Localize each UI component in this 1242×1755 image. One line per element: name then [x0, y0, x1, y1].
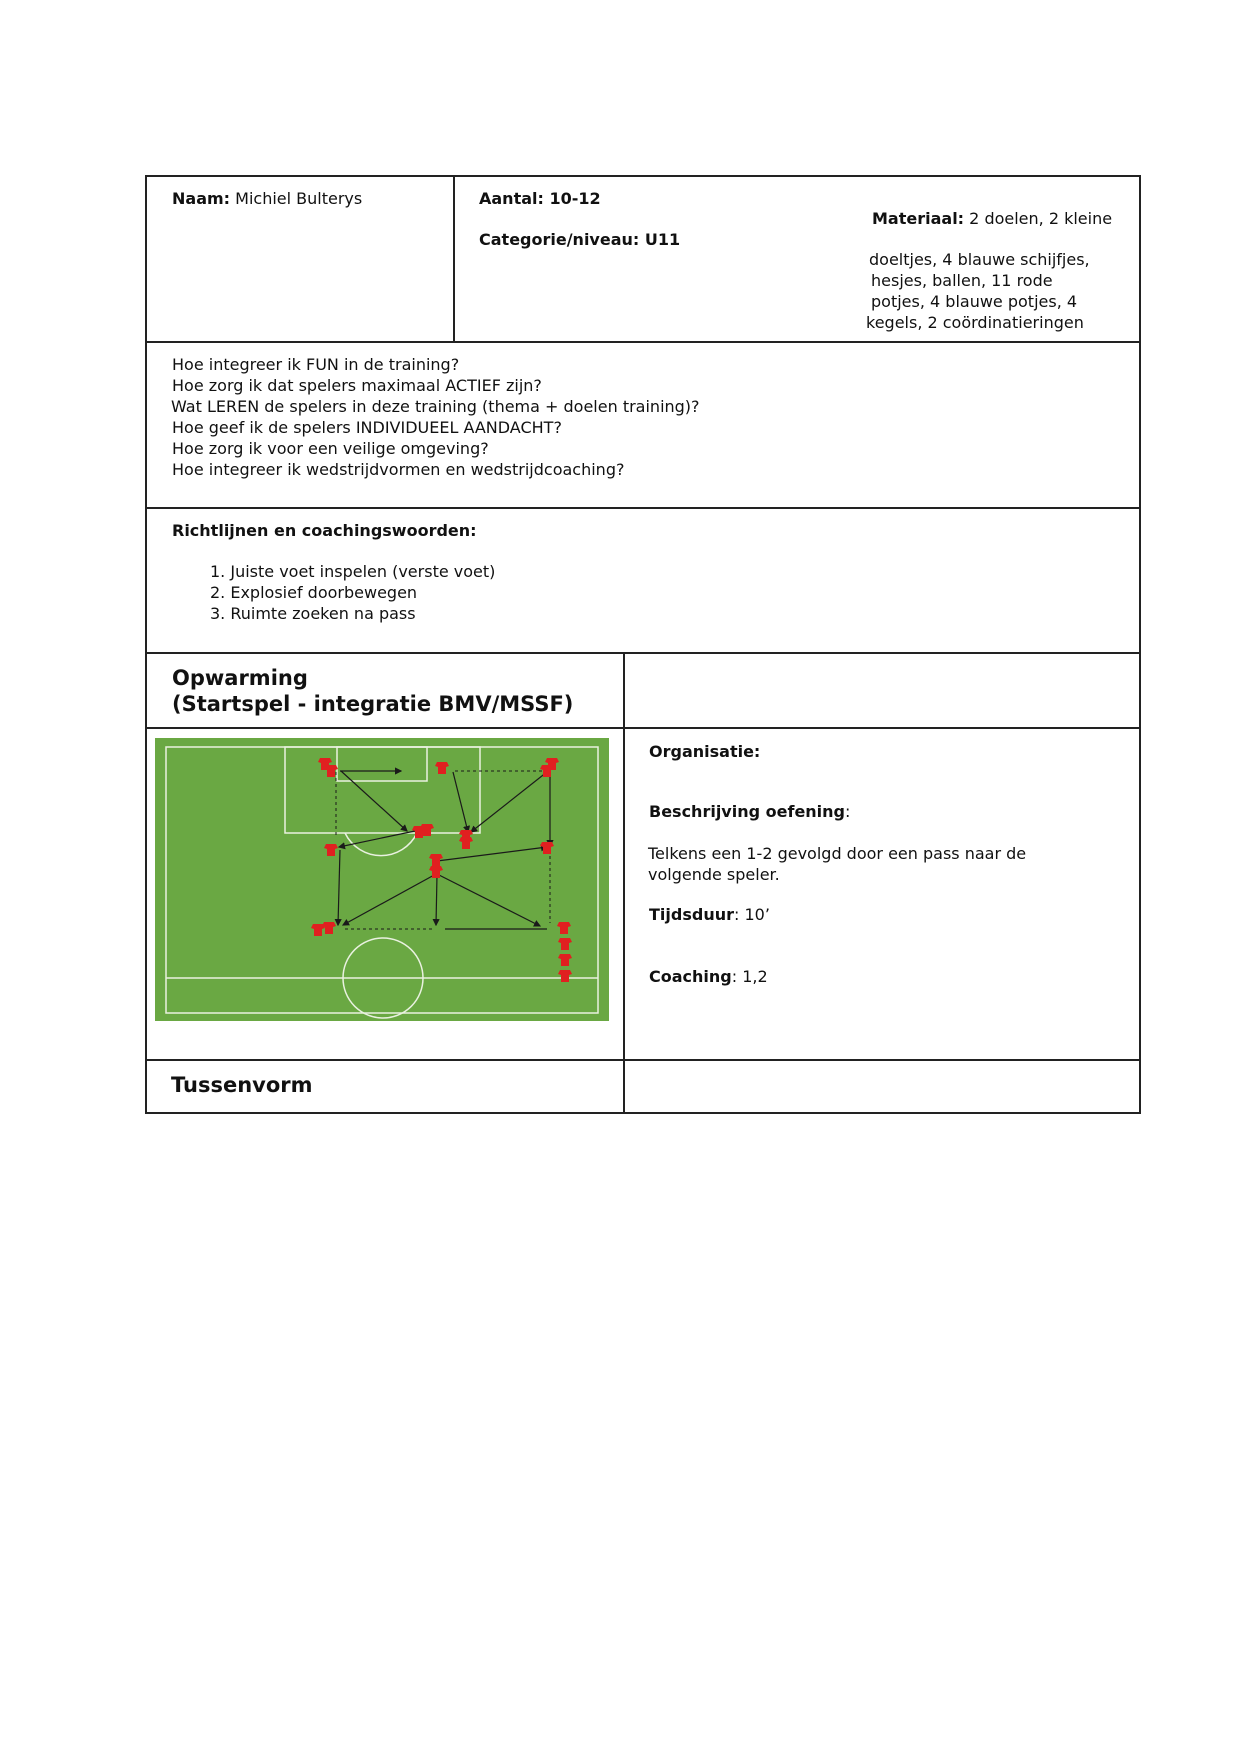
question-5: Hoe zorg ik voor een veilige omgeving?: [172, 439, 489, 458]
pitch-diagram: [155, 738, 609, 1021]
beschrijving-line-1: Telkens een 1-2 gevolgd door een pass naar de: [648, 844, 1027, 863]
guideline-item: 1. Juiste voet inspelen (verste voet): [210, 562, 496, 581]
question-1: Hoe integreer ik FUN in de training?: [172, 355, 460, 374]
materiaal-line-3: hesjes, ballen, 11 rode: [871, 271, 1053, 290]
question-3: Wat LEREN de spelers in deze training (thema + doelen training)?: [171, 397, 700, 416]
materiaal-line-5: kegels, 2 coördinatieringen: [866, 313, 1084, 332]
beschrijving-heading: [649, 801, 850, 822]
beschrijving-line-2: volgende speler.: [648, 865, 780, 884]
categorie-field: Categorie/niveau: U11: [479, 230, 681, 249]
tussenvorm-title: Tussenvorm: [171, 1073, 313, 1097]
naam-value: Michiel Bulterys: [235, 189, 363, 208]
warmup-title-2: (Startspel - integratie BMV/MSSF): [172, 692, 574, 716]
coaching-value: : 1,2: [731, 967, 768, 986]
materiaal-line-4: potjes, 4 blauwe potjes, 4: [871, 292, 1078, 311]
question-2: Hoe zorg ik dat spelers maximaal ACTIEF zijn?: [172, 376, 542, 395]
materiaal-line-2: doeltjes, 4 blauwe schijfjes,: [869, 250, 1090, 269]
guideline-item: 3. Ruimte zoeken na pass: [210, 604, 416, 623]
tijdsduur-field: [649, 904, 770, 925]
tijdsduur-label: Tijdsduur: [649, 905, 734, 924]
beschrijving-colon: :: [845, 802, 851, 821]
aantal-field: Aantal: 10-12: [479, 189, 601, 208]
question-6: Hoe integreer ik wedstrijdvormen en wedstrijdcoaching?: [172, 460, 625, 479]
beschrijving-label: Beschrijving oefening: [649, 802, 846, 821]
guidelines-title: Richtlijnen en coachingswoorden:: [172, 521, 477, 540]
naam-field: [172, 188, 362, 209]
coaching-field: [649, 966, 768, 987]
materiaal-value-1: 2 doelen, 2 kleine: [969, 209, 1113, 228]
warmup-title-1: Opwarming: [172, 666, 308, 690]
guideline-item: 2. Explosief doorbewegen: [210, 583, 418, 602]
question-4: Hoe geef ik de spelers INDIVIDUEEL AANDACHT?: [172, 418, 562, 437]
tijdsduur-value: : 10’: [733, 905, 770, 924]
header-divider: [453, 175, 455, 343]
coaching-label: Coaching: [649, 967, 732, 986]
naam-label: Naam:: [172, 189, 231, 208]
materiaal-line-1: [872, 208, 1112, 229]
materiaal-label: Materiaal:: [872, 209, 965, 228]
organisatie-label: Organisatie:: [649, 742, 761, 761]
tussenvorm-divider: [623, 1059, 625, 1114]
